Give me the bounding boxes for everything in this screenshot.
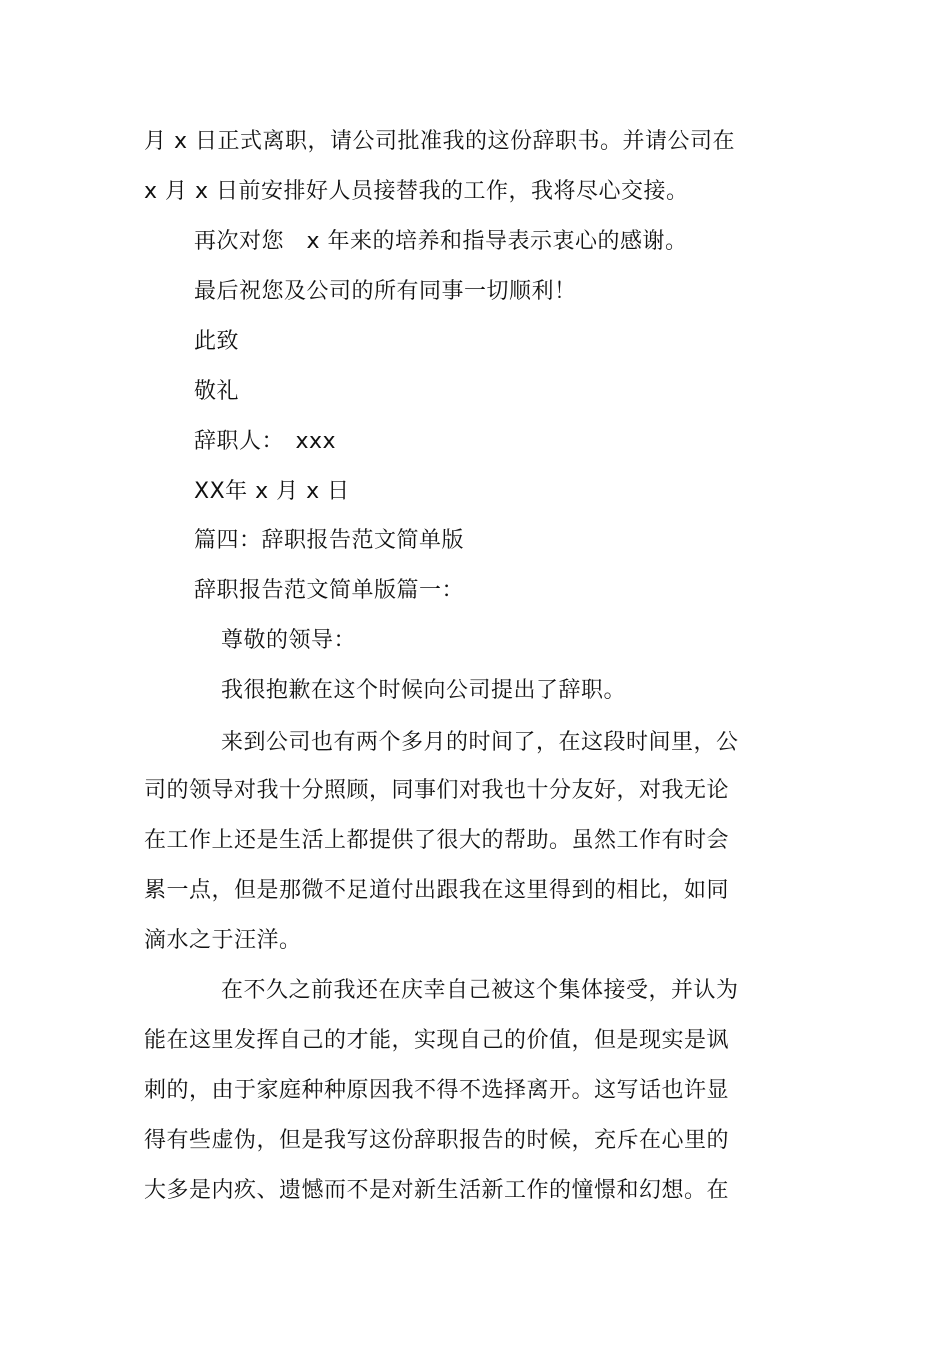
closing-salutation: 此致 (194, 329, 240, 354)
text-line: 最后祝您及公司的所有同事一切顺利！ (194, 279, 577, 304)
letter-greeting: 尊敬的领导： (221, 628, 357, 653)
closing-regards: 敬礼 (194, 379, 240, 404)
text-line: 我很抱歉在这个时候向公司提出了辞职。 (221, 678, 627, 703)
text-line: 刺的，由于家庭种种原因我不得不选择离开。这写话也许显 (144, 1078, 730, 1103)
text-line: 月 x 日正式离职，请公司批准我的这份辞职书。并请公司在 (144, 129, 736, 154)
text-line: 在工作上还是生活上都提供了很大的帮助。虽然工作有时会 (144, 828, 730, 853)
text-line: 累一点，但是那微不足道付出跟我在这里得到的相比，如同 (144, 878, 730, 903)
text-line: 滴水之于汪洋。 (144, 928, 302, 953)
signature-line: 辞职人： xxx (194, 429, 337, 454)
text-line: 来到公司也有两个多月的时间了，在这段时间里，公 (221, 730, 739, 755)
text-line: x 月 x 日前安排好人员接替我的工作，我将尽心交接。 (144, 179, 689, 204)
subsection-heading: 辞职报告范文简单版篇一： (194, 578, 465, 603)
date-line: XX年 x 月 x 日 (194, 479, 350, 504)
text-line: 司的领导对我十分照顾，同事们对我也十分友好，对我无论 (144, 778, 730, 803)
text-line: 再次对您 x 年来的培养和指导表示衷心的感谢。 (194, 229, 688, 254)
text-line: 能在这里发挥自己的才能，实现自己的价值，但是现实是讽 (144, 1028, 730, 1053)
section-heading: 篇四：辞职报告范文简单版 (194, 528, 465, 553)
text-line: 在不久之前我还在庆幸自己被这个集体接受，并认为 (221, 978, 739, 1003)
text-line: 大多是内疚、遗憾而不是对新生活新工作的憧憬和幻想。在 (144, 1178, 730, 1203)
text-line: 得有些虚伪，但是我写这份辞职报告的时候，充斥在心里的 (144, 1128, 730, 1153)
